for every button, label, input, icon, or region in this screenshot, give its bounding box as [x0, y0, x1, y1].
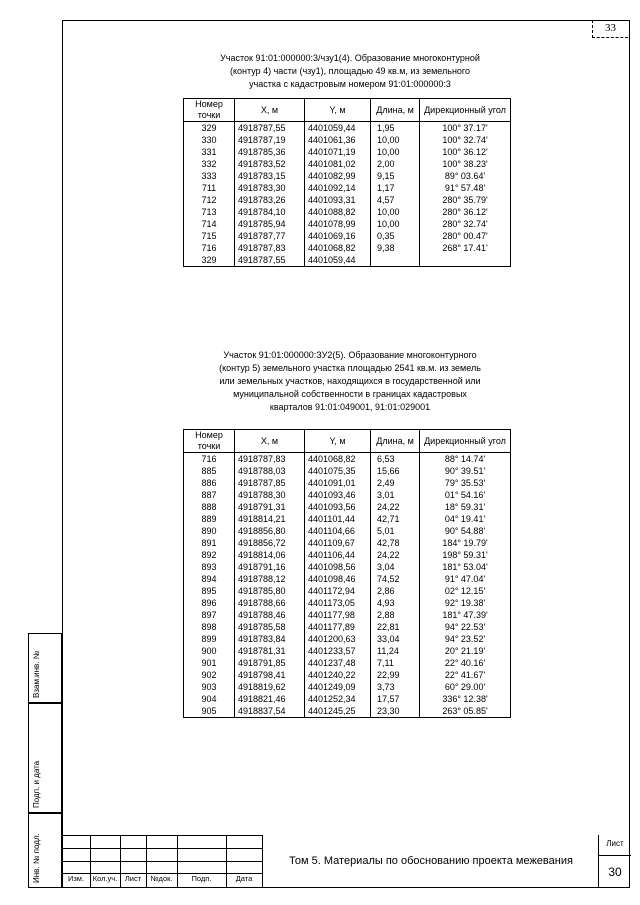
x-coord-cell: 4918783,26 — [235, 194, 305, 206]
caption-line: участка с кадастровым номером 91:01:000000:3 — [249, 79, 451, 89]
direction-angle-cell: 181° 53.04' — [420, 561, 511, 573]
table-row — [184, 254, 511, 267]
length-cell: 4,57 — [371, 194, 420, 206]
grid-line — [62, 848, 262, 849]
direction-angle-cell: 94° 23.52' — [420, 633, 511, 645]
point-number-cell: 895 — [184, 585, 235, 597]
direction-angle-cell: 60° 29.00' — [420, 681, 511, 693]
direction-angle-cell: 22° 41.67' — [420, 669, 511, 681]
y-coord-cell: 4401068,82 — [305, 242, 371, 254]
direction-angle-cell: 100° 32.74' — [420, 134, 511, 146]
direction-angle-cell: 01° 54.16' — [420, 489, 511, 501]
x-coord-cell: 4918783,30 — [235, 182, 305, 194]
y-coord-cell: 4401078,99 — [305, 218, 371, 230]
grid-line — [62, 835, 262, 836]
length-cell: 4,93 — [371, 597, 420, 609]
sidebar-label: Инв. № подл. — [32, 833, 41, 883]
point-number-cell: 904 — [184, 693, 235, 705]
table-row — [184, 513, 511, 525]
point-number-cell: 890 — [184, 525, 235, 537]
table-row — [184, 146, 511, 158]
length-cell: 23,30 — [371, 705, 420, 718]
point-number-cell: 330 — [184, 134, 235, 146]
y-coord-cell: 4401177,89 — [305, 621, 371, 633]
length-cell: 3,73 — [371, 681, 420, 693]
x-coord-cell: 4918787,55 — [235, 254, 305, 267]
table-row — [184, 465, 511, 477]
y-coord-cell: 4401059,44 — [305, 254, 371, 267]
x-coord-cell: 4918784,10 — [235, 206, 305, 218]
y-coord-cell: 4401068,82 — [305, 453, 371, 466]
caption-line: (контур 5) земельного участка площадью 2541 кв.м. из земель — [219, 363, 481, 373]
y-coord-cell: 4401088,82 — [305, 206, 371, 218]
table-row — [184, 477, 511, 489]
point-number-cell: 891 — [184, 537, 235, 549]
length-cell: 6,53 — [371, 453, 420, 466]
point-number-cell: 715 — [184, 230, 235, 242]
stamp-col-podp: Подп. — [191, 874, 212, 883]
x-coord-cell: 4918781,31 — [235, 645, 305, 657]
direction-angle-cell: 280° 32.74' — [420, 218, 511, 230]
x-coord-cell: 4918783,52 — [235, 158, 305, 170]
table-row — [184, 453, 511, 466]
y-coord-cell: 4401069,16 — [305, 230, 371, 242]
direction-angle-cell: 198° 59.31' — [420, 549, 511, 561]
table-row — [184, 242, 511, 254]
table-row — [184, 669, 511, 681]
point-number-cell: 898 — [184, 621, 235, 633]
sheet-number: 30 — [608, 865, 622, 879]
x-coord-cell: 4918814,06 — [235, 549, 305, 561]
header-x: Х, м — [235, 430, 305, 453]
y-coord-cell: 4401098,56 — [305, 561, 371, 573]
point-number-cell: 332 — [184, 158, 235, 170]
title-block — [62, 835, 630, 888]
point-number-cell: 894 — [184, 573, 235, 585]
point-number-cell: 893 — [184, 561, 235, 573]
table-row — [184, 489, 511, 501]
point-number-cell: 899 — [184, 633, 235, 645]
document-title: Том 5. Материалы по обоснованию проекта межевания — [262, 835, 599, 888]
header-angle: Дирекционный угол — [420, 430, 511, 453]
point-number-cell: 329 — [184, 122, 235, 135]
y-coord-cell: 4401233,57 — [305, 645, 371, 657]
header-length: Длина, м — [371, 99, 420, 122]
point-number-cell: 887 — [184, 489, 235, 501]
table-row — [184, 573, 511, 585]
y-coord-cell: 4401093,56 — [305, 501, 371, 513]
y-coord-cell: 4401081,02 — [305, 158, 371, 170]
length-cell: 9,38 — [371, 242, 420, 254]
table-row — [184, 549, 511, 561]
y-coord-cell: 4401106,44 — [305, 549, 371, 561]
length-cell: 3,04 — [371, 561, 420, 573]
length-cell: 3,01 — [371, 489, 420, 501]
direction-angle-cell: 280° 35.79' — [420, 194, 511, 206]
y-coord-cell: 4401075,35 — [305, 465, 371, 477]
direction-angle-cell: 100° 38.23' — [420, 158, 511, 170]
direction-angle-cell: 181° 47.39' — [420, 609, 511, 621]
header-x: Х, м — [235, 99, 305, 122]
x-coord-cell: 4918856,72 — [235, 537, 305, 549]
direction-angle-cell: 91° 57.48' — [420, 182, 511, 194]
sidebar-label: Подп. и дата — [32, 760, 41, 808]
grid-line — [62, 861, 262, 862]
point-number-cell: 903 — [184, 681, 235, 693]
x-coord-cell: 4918785,80 — [235, 585, 305, 597]
x-coord-cell: 4918785,58 — [235, 621, 305, 633]
x-coord-cell: 4918788,03 — [235, 465, 305, 477]
table-row — [184, 182, 511, 194]
point-number-cell: 905 — [184, 705, 235, 718]
page-number: 33 — [592, 20, 628, 38]
caption-line: кварталов 91:01:049001, 91:01:029001 — [269, 402, 431, 412]
length-cell: 24,22 — [371, 501, 420, 513]
x-coord-cell: 4918821,46 — [235, 693, 305, 705]
sheet-label: Лист — [606, 839, 624, 848]
x-coord-cell: 4918783,15 — [235, 170, 305, 182]
left-sidebar — [28, 633, 62, 888]
y-coord-cell: 4401173,05 — [305, 597, 371, 609]
length-cell: 7,11 — [371, 657, 420, 669]
header-angle: Дирекционный угол — [420, 99, 511, 122]
x-coord-cell: 4918788,30 — [235, 489, 305, 501]
table-row — [184, 705, 511, 718]
length-cell: 10,00 — [371, 206, 420, 218]
y-coord-cell: 4401104,66 — [305, 525, 371, 537]
y-coord-cell: 4401082,99 — [305, 170, 371, 182]
length-cell: 2,88 — [371, 609, 420, 621]
point-number-cell: 333 — [184, 170, 235, 182]
x-coord-cell: 4918785,94 — [235, 218, 305, 230]
table-row — [184, 170, 511, 182]
direction-angle-cell: 89° 03.64' — [420, 170, 511, 182]
y-coord-cell: 4401240,22 — [305, 669, 371, 681]
length-cell: 17,57 — [371, 693, 420, 705]
table-row — [184, 621, 511, 633]
point-number-cell: 716 — [184, 242, 235, 254]
caption-line: Участок 91:01:000000:ЗУ2(5). Образование многоконтурного — [223, 350, 477, 360]
sheet-divider — [599, 855, 631, 856]
table-header-row — [184, 430, 511, 453]
x-coord-cell: 4918788,66 — [235, 597, 305, 609]
x-coord-cell: 4918788,46 — [235, 609, 305, 621]
table-row — [184, 158, 511, 170]
table-row — [184, 657, 511, 669]
point-number-cell: 713 — [184, 206, 235, 218]
x-coord-cell: 4918791,16 — [235, 561, 305, 573]
direction-angle-cell — [420, 254, 511, 267]
y-coord-cell: 4401098,46 — [305, 573, 371, 585]
point-number-cell: 901 — [184, 657, 235, 669]
x-coord-cell: 4918787,19 — [235, 134, 305, 146]
length-cell: 1,17 — [371, 182, 420, 194]
caption-line: Участок 91:01:000000:3/чзу1(4). Образование многоконтурной — [220, 53, 480, 63]
y-coord-cell: 4401091,01 — [305, 477, 371, 489]
point-number-cell: 331 — [184, 146, 235, 158]
length-cell: 42,78 — [371, 537, 420, 549]
y-coord-cell: 4401200,63 — [305, 633, 371, 645]
point-number-cell: 900 — [184, 645, 235, 657]
point-number-cell: 888 — [184, 501, 235, 513]
point-number-cell: 712 — [184, 194, 235, 206]
y-coord-cell: 4401071,19 — [305, 146, 371, 158]
table-row — [184, 122, 511, 135]
y-coord-cell: 4401249,09 — [305, 681, 371, 693]
length-cell: 42,71 — [371, 513, 420, 525]
caption-line: муниципальной собственности в границах кадастровых — [233, 389, 467, 399]
stamp-col-koluch: Кол.уч. — [92, 874, 118, 883]
section1-caption — [130, 52, 570, 91]
stamp-col-list: Лист — [124, 874, 142, 883]
direction-angle-cell: 18° 59.31' — [420, 501, 511, 513]
y-coord-cell: 4401101,44 — [305, 513, 371, 525]
table-row — [184, 218, 511, 230]
table-row — [184, 206, 511, 218]
direction-angle-cell: 79° 35.53' — [420, 477, 511, 489]
point-number-cell: 711 — [184, 182, 235, 194]
header-y: Y, м — [305, 99, 371, 122]
sidebar-cell — [28, 703, 62, 813]
direction-angle-cell: 02° 12.15' — [420, 585, 511, 597]
caption-line: (контур 4) части (чзу1), площадью 49 кв.м, из земельного — [229, 66, 471, 76]
y-coord-cell: 4401237,48 — [305, 657, 371, 669]
direction-angle-cell: 92° 19.38' — [420, 597, 511, 609]
coordinates-table-1 — [183, 98, 511, 267]
length-cell: 24,22 — [371, 549, 420, 561]
length-cell: 11,24 — [371, 645, 420, 657]
y-coord-cell: 4401109,67 — [305, 537, 371, 549]
stamp-col-ndok: №док. — [150, 874, 173, 883]
direction-angle-cell: 268° 17.41' — [420, 242, 511, 254]
length-cell: 2,86 — [371, 585, 420, 597]
direction-angle-cell: 336° 12.38' — [420, 693, 511, 705]
y-coord-cell: 4401245,25 — [305, 705, 371, 718]
y-coord-cell: 4401093,31 — [305, 194, 371, 206]
table-row — [184, 194, 511, 206]
x-coord-cell: 4918787,85 — [235, 477, 305, 489]
sidebar-cell — [28, 633, 62, 703]
caption-line: или земельных участков, находящихся в государственной или — [219, 376, 481, 386]
point-number-cell: 897 — [184, 609, 235, 621]
table-row — [184, 681, 511, 693]
x-coord-cell: 4918787,77 — [235, 230, 305, 242]
length-cell: 22,81 — [371, 621, 420, 633]
table-header-row — [184, 99, 511, 122]
direction-angle-cell: 280° 00.47' — [420, 230, 511, 242]
direction-angle-cell: 04° 19.41' — [420, 513, 511, 525]
stamp-col-data: Дата — [235, 874, 253, 883]
length-cell: 1,95 — [371, 122, 420, 135]
length-cell: 33,04 — [371, 633, 420, 645]
length-cell: 10,00 — [371, 146, 420, 158]
direction-angle-cell: 90° 39.51' — [420, 465, 511, 477]
header-point: Номер точки — [184, 99, 235, 122]
y-coord-cell: 4401061,36 — [305, 134, 371, 146]
direction-angle-cell: 263° 05.85' — [420, 705, 511, 718]
coordinates-table-2 — [183, 429, 511, 718]
length-cell: 5,01 — [371, 525, 420, 537]
table-row — [184, 693, 511, 705]
length-cell: 2,00 — [371, 158, 420, 170]
point-number-cell: 902 — [184, 669, 235, 681]
x-coord-cell: 4918837,54 — [235, 705, 305, 718]
table-row — [184, 230, 511, 242]
length-cell: 15,66 — [371, 465, 420, 477]
x-coord-cell: 4918819,62 — [235, 681, 305, 693]
direction-angle-cell: 100° 36.12' — [420, 146, 511, 158]
direction-angle-cell: 20° 21.19' — [420, 645, 511, 657]
y-coord-cell: 4401177,98 — [305, 609, 371, 621]
direction-angle-cell: 90° 54.88' — [420, 525, 511, 537]
x-coord-cell: 4918788,12 — [235, 573, 305, 585]
length-cell: 74,52 — [371, 573, 420, 585]
y-coord-cell: 4401252,34 — [305, 693, 371, 705]
sidebar-label: Взам.инв. № — [32, 650, 41, 698]
length-cell: 10,00 — [371, 134, 420, 146]
table-row — [184, 609, 511, 621]
x-coord-cell: 4918785,36 — [235, 146, 305, 158]
table-row — [184, 501, 511, 513]
header-length: Длина, м — [371, 430, 420, 453]
length-cell: 22,99 — [371, 669, 420, 681]
x-coord-cell: 4918787,83 — [235, 453, 305, 466]
table-row — [184, 633, 511, 645]
table-row — [184, 525, 511, 537]
x-coord-cell: 4918787,55 — [235, 122, 305, 135]
direction-angle-cell: 88° 14.74' — [420, 453, 511, 466]
direction-angle-cell: 91° 47.04' — [420, 573, 511, 585]
table-row — [184, 597, 511, 609]
x-coord-cell: 4918783,84 — [235, 633, 305, 645]
length-cell: 0,35 — [371, 230, 420, 242]
y-coord-cell: 4401172,94 — [305, 585, 371, 597]
y-coord-cell: 4401059,44 — [305, 122, 371, 135]
table-row — [184, 537, 511, 549]
x-coord-cell: 4918791,31 — [235, 501, 305, 513]
point-number-cell: 889 — [184, 513, 235, 525]
header-point: Номер точки — [184, 430, 235, 453]
length-cell: 10,00 — [371, 218, 420, 230]
direction-angle-cell: 94° 22.53' — [420, 621, 511, 633]
direction-angle-cell: 100° 37.17' — [420, 122, 511, 135]
point-number-cell: 886 — [184, 477, 235, 489]
x-coord-cell: 4918798,41 — [235, 669, 305, 681]
point-number-cell: 714 — [184, 218, 235, 230]
direction-angle-cell: 184° 19.79' — [420, 537, 511, 549]
x-coord-cell: 4918791,85 — [235, 657, 305, 669]
point-number-cell: 896 — [184, 597, 235, 609]
section2-caption — [130, 349, 570, 414]
table-row — [184, 561, 511, 573]
point-number-cell: 885 — [184, 465, 235, 477]
length-cell: 9,15 — [371, 170, 420, 182]
x-coord-cell: 4918814,21 — [235, 513, 305, 525]
table-row — [184, 645, 511, 657]
table-row — [184, 585, 511, 597]
stamp-col-izm: Изм. — [67, 874, 85, 883]
sidebar-cell — [28, 813, 62, 888]
y-coord-cell: 4401093,46 — [305, 489, 371, 501]
point-number-cell: 329 — [184, 254, 235, 267]
x-coord-cell: 4918856,80 — [235, 525, 305, 537]
stamp-grid — [62, 835, 262, 888]
length-cell — [371, 254, 420, 267]
point-number-cell: 716 — [184, 453, 235, 466]
direction-angle-cell: 22° 40.16' — [420, 657, 511, 669]
header-y: Y, м — [305, 430, 371, 453]
point-number-cell: 892 — [184, 549, 235, 561]
y-coord-cell: 4401092,14 — [305, 182, 371, 194]
length-cell: 2,49 — [371, 477, 420, 489]
sheet-box — [598, 835, 631, 888]
table-row — [184, 134, 511, 146]
x-coord-cell: 4918787,83 — [235, 242, 305, 254]
direction-angle-cell: 280° 36.12' — [420, 206, 511, 218]
